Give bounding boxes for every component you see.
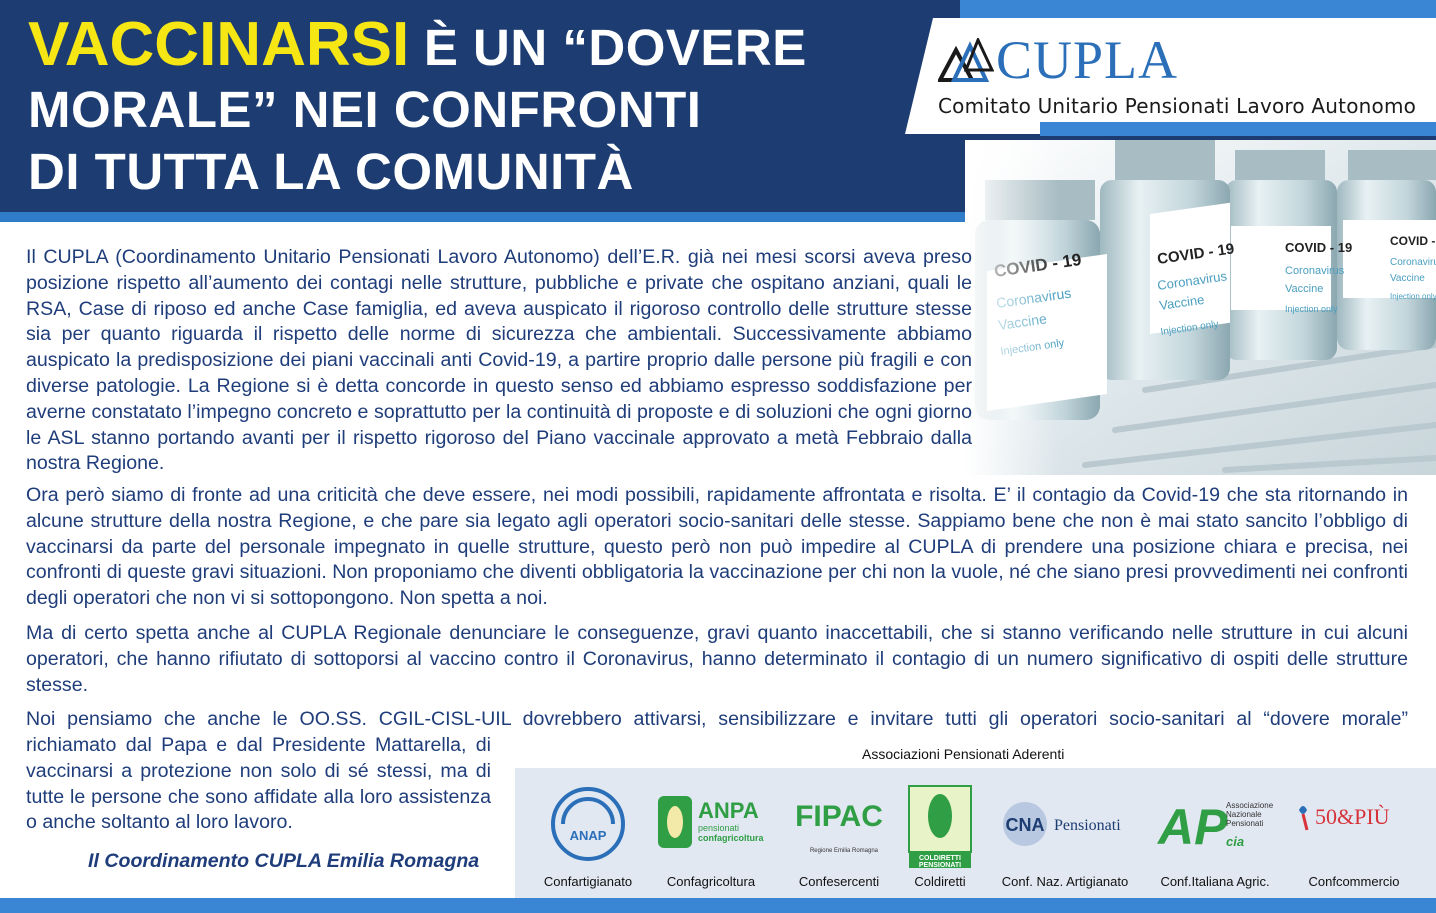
association-cia bbox=[1140, 772, 1290, 894]
anap-logo-text: ANAP bbox=[569, 828, 607, 843]
header-accent-bar bbox=[960, 0, 1436, 20]
association-label: Conf.Italiana Agric. bbox=[1160, 874, 1270, 889]
paragraph-4-continuation: richiamato dal Papa e dal Presidente Mattarella, di vaccinarsi a protezione non solo di sé stessi, ma di tutte le persone che sono affidate alla loro assistenza o anche soltanto al loro lavoro. bbox=[26, 734, 491, 834]
headline-line-1 bbox=[28, 10, 807, 79]
ap-logo-sub3: Pensionati bbox=[1226, 819, 1264, 828]
cna-logo-sub: Pensionati bbox=[1054, 817, 1121, 834]
anpa-logo-sub1: pensionati bbox=[698, 823, 740, 833]
association-cna bbox=[990, 772, 1140, 894]
signature: Il Coordinamento CUPLA Emilia Romagna bbox=[88, 850, 480, 872]
header-bottom-strip bbox=[0, 212, 1100, 222]
anpa-logo-text: ANPA bbox=[698, 798, 759, 823]
cupla-logo-subtitle: Comitato Unitario Pensionati Lavoro Autonomo bbox=[938, 94, 1417, 118]
association-label: Coldiretti bbox=[914, 874, 966, 889]
ap-logo-sub4: cia bbox=[1226, 834, 1245, 849]
headline-line-1-rest: È UN “DOVERE bbox=[409, 19, 807, 76]
headline-highlight: VACCINARSI bbox=[28, 10, 410, 79]
fipac-logo-text: FIPAC bbox=[795, 800, 883, 833]
association-label: Confcommercio bbox=[1308, 874, 1400, 889]
fipac-logo-sub: Regione Emilia Romagna bbox=[809, 848, 879, 854]
paragraph-1: Il CUPLA (Coordinamento Unitario Pensionati Lavoro Autonomo) dell’E.R. già nei mesi scorsi aveva preso posizione rispetto all’aumento dei contagi nelle strutture, pubbliche e private che ospitano anziani, quali le RSA, Case di riposo ed anche Case famiglia, ed aveva auspicato il rigoroso controllo delle strutture stesse sia per quanto riguarda il rispetto delle norme di sicurezza che ambientali. Successivamente abbiamo auspicato la predisposizione dei piani vaccinali anti Covid-19, a partire proprio dalle persone più fragili e con diverse patologie. La Regione si è detta concorde in questo senso ed abbiamo espresso soddisfazione per averne constatato l’impegno concreto e soprattutto per la continuità di proposte e di soluzioni che ogni giorno le ASL stanno portando avanti per il rispetto rigoroso del Piano vaccinale approvato a metà Febbraio dalla nostra Regione. bbox=[26, 246, 972, 475]
logo-underline-bar bbox=[1040, 122, 1436, 136]
triangles-logo-icon bbox=[938, 38, 994, 82]
coldiretti-logo-text: COLDIRETTI bbox=[919, 855, 961, 862]
vaccine-vials-photo bbox=[965, 140, 1436, 475]
associations-title: Associazioni Pensionati Aderenti bbox=[862, 746, 1065, 762]
association-label: Confagricoltura bbox=[666, 874, 756, 889]
ap-logo-text: AP bbox=[1158, 799, 1228, 855]
ap-logo-sub2: Nazionale bbox=[1226, 810, 1262, 819]
cna-logo-icon bbox=[990, 780, 1140, 870]
50-e-piu-logo-text: 50&PIÙ bbox=[1315, 804, 1390, 829]
paragraph-2: Ora però siamo di fronte ad una criticità che deve essere, nei modi possibili, rapidamente affrontata e risolta. E’ il contagio da Covid-19 che sta ritornando in alcune strutture della nostra Regione, e che pare sia legato agli operatori socio-sanitari delle stesse. Sappiamo bene che non è mai stato sancito l’obbligo di vaccinarsi da parte del personale impegnato in quelle strutture, questo però non può impedire al CUPLA di prendere una posizione chiara e precisa, nei confronti di queste gravi situazioni. Non proponiamo che diventi obbligatoria la vaccinazione per chi non la vuole, né che siano presi provvedimenti nei confronti degli operatori che non vi si sottopongono. Non spetta a noi. bbox=[26, 484, 1408, 610]
cna-logo-text: CNA bbox=[1005, 815, 1045, 835]
headline-line-2: MORALE” NEI CONFRONTI bbox=[28, 81, 702, 138]
association-label: Confartigianato bbox=[543, 874, 633, 889]
paragraph-3: Ma di certo spetta anche al CUPLA Regionale denunciare le conseguenze, gravi quanto inaccettabili, che si stanno verificando nelle strutture in cui alcuni operatori, che hanno rifiutato di sottoporsi al vaccino contro il Coronavirus, hanno determinato il contagio di un numero significativo di ospiti delle strutture stesse. bbox=[26, 622, 1408, 696]
coldiretti-logo-sub: PENSIONATI bbox=[918, 862, 962, 869]
cupla-logo-name: CUPLA bbox=[996, 30, 1179, 90]
association-label: Conf. Naz. Artigianato bbox=[1001, 874, 1129, 889]
anpa-logo-sub2: confagricoltura bbox=[698, 833, 764, 843]
footer-strip bbox=[0, 898, 1436, 913]
headline-line-3: DI TUTTA LA COMUNITÀ bbox=[28, 143, 634, 200]
association-label: Confesercenti bbox=[798, 874, 880, 889]
headline bbox=[28, 10, 807, 203]
paragraph-4-first-line: Noi pensiamo che anche le OO.SS. CGIL-CISL-UIL dovrebbero attivarsi, sensibilizzare e invitare tutti gli operatori socio-sanitari al “dovere morale” bbox=[26, 708, 1408, 730]
50-e-piu-logo-icon bbox=[1279, 780, 1429, 870]
ap-cia-logo-icon bbox=[1140, 780, 1290, 870]
ap-logo-sub1: Associazione bbox=[1226, 801, 1274, 810]
association-confcommercio bbox=[1279, 772, 1429, 894]
